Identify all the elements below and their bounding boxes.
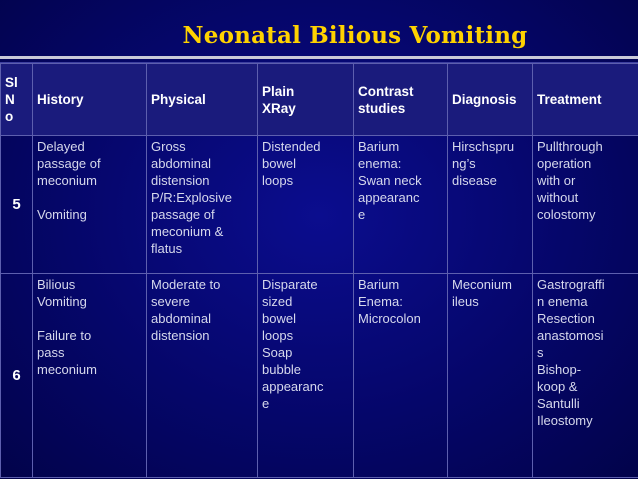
cell-treatment: Gastrograffi n enema Resection anastomosi s Bishop- koop & Santulli Ileostomy — [533, 274, 638, 478]
cell-contrast: Barium enema: Swan neck appearanc e — [354, 136, 448, 274]
cell-diagnosis: Hirschspru ng’s disease — [448, 136, 533, 274]
table-header-row — [1, 64, 638, 136]
header-contrast-studies: Contrast studies — [354, 64, 448, 136]
header-treatment: Treatment — [533, 64, 638, 136]
cell-history — [33, 274, 147, 478]
header-plain-xray: Plain XRay — [258, 64, 354, 136]
history-line: Failure to pass meconium — [37, 328, 97, 377]
cell-treatment: Pullthrough operation with or without colostomy — [533, 136, 638, 274]
cell-plain-xray: Distended bowel loops — [258, 136, 354, 274]
cell-contrast: Barium Enema: Microcolon — [354, 274, 448, 478]
cell-sl-no: 6 — [1, 274, 33, 478]
header-sl-no: Sl N o — [1, 64, 33, 136]
history-line: Bilious Vomiting — [37, 277, 87, 309]
bilious-vomiting-table — [0, 63, 638, 478]
history-line: Vomiting — [37, 207, 87, 222]
cell-history — [33, 136, 147, 274]
table-row — [1, 274, 638, 478]
cell-physical: Moderate to severe abdominal distension — [147, 274, 258, 478]
history-line: Delayed passage of meconium — [37, 139, 101, 188]
header-physical: Physical — [147, 64, 258, 136]
cell-sl-no: 5 — [1, 136, 33, 274]
cell-physical: Gross abdominal distension P/R:Explosive passage of meconium & flatus — [147, 136, 258, 274]
table-row — [1, 136, 638, 274]
slide-title: Neonatal Bilious Vomiting — [182, 22, 528, 49]
header-history: History — [33, 64, 147, 136]
cell-diagnosis: Meconium ileus — [448, 274, 533, 478]
cell-plain-xray: Disparate sized bowel loops Soap bubble appearanc e — [258, 274, 354, 478]
title-divider — [0, 56, 638, 59]
header-diagnosis: Diagnosis — [448, 64, 533, 136]
